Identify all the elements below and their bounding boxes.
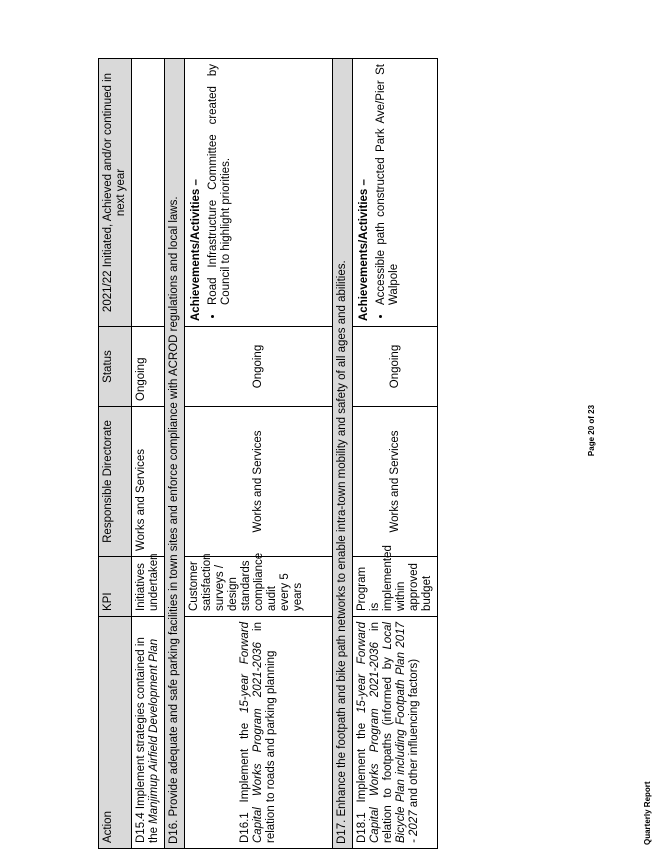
directorate-cell: Works and Services: [132, 407, 165, 557]
header-action: Action: [99, 617, 132, 849]
section-title: D16. Provide adequate and safe parking facilities in town sites and enforce compliance with ACROD regulations and local laws.: [165, 59, 185, 849]
page-number: Page 20 of 23: [587, 404, 596, 457]
section-row-d16: [165, 59, 185, 849]
result-cell: [185, 59, 333, 327]
header-kpi: KPI: [99, 557, 132, 617]
action-italic-text: Manjimup Airfield Development Plan: [148, 638, 160, 824]
action-text: D16.1 Implement the: [239, 713, 251, 843]
status-cell: Ongoing: [353, 327, 438, 407]
action-text: D18.1 Implement the: [356, 713, 368, 843]
kpi-table: [98, 58, 438, 849]
action-cell: [353, 617, 438, 849]
achievements-list: [207, 64, 233, 321]
action-italic-text: 15-year Forward Capital Works Program 2021-2036: [356, 622, 381, 843]
achievements-list: [375, 64, 401, 321]
kpi-cell: Initiatives undertaken: [132, 557, 165, 617]
action-text-mid: in relation to footpaths (informed by: [369, 622, 394, 843]
result-cell: [353, 59, 438, 327]
action-italic-text: 15-year Forward Capital Works Program 2021-2036: [239, 622, 264, 843]
table-row-d15-4: [132, 59, 165, 849]
table-header-row: [99, 59, 132, 849]
header-result: 2021/22 Initiated, Achieved and/or continued in next year: [99, 59, 132, 327]
action-italic-text-2: Local Bicycle Plan including Footpath Plan 2017 - 2027: [382, 622, 420, 843]
kpi-cell: Program is implemented within approved budget: [353, 557, 438, 617]
section-title: D17. Enhance the footpath and bike path networks to enable intra-town mobility and safety of all ages and abilities.: [333, 59, 353, 849]
list-item: • Road Infrastructure Committee created by Council to highlight priorities.: [207, 64, 233, 305]
action-cell: [132, 617, 165, 849]
action-text: D15.4 Implement strategies contained in the: [135, 637, 160, 843]
report-footer-title: Quarterly Report: [643, 781, 652, 845]
table-row-d16-1: [185, 59, 333, 849]
status-cell: Ongoing: [132, 327, 165, 407]
action-text-suffix: in relation to roads and parking planning: [252, 622, 277, 843]
directorate-cell: Works and Services: [353, 407, 438, 557]
section-row-d17: [333, 59, 353, 849]
list-item: • Accessible path constructed Park Ave/Pier St Walpole: [375, 64, 401, 305]
achievements-title: Achievements/Activities –: [358, 179, 370, 321]
result-cell: [132, 59, 165, 327]
directorate-cell: Works and Services: [185, 407, 333, 557]
kpi-cell: Customer satisfaction surveys / design standards compliance audit every 5 years: [185, 557, 333, 617]
header-directorate: Responsible Directorate: [99, 407, 132, 557]
achievements-title: Achievements/Activities –: [190, 179, 202, 321]
table-row-d18-1: [353, 59, 438, 849]
action-text-suffix: and other influencing factors): [408, 658, 420, 811]
action-cell: [185, 617, 333, 849]
status-cell: Ongoing: [185, 327, 333, 407]
header-status: Status: [99, 327, 132, 407]
